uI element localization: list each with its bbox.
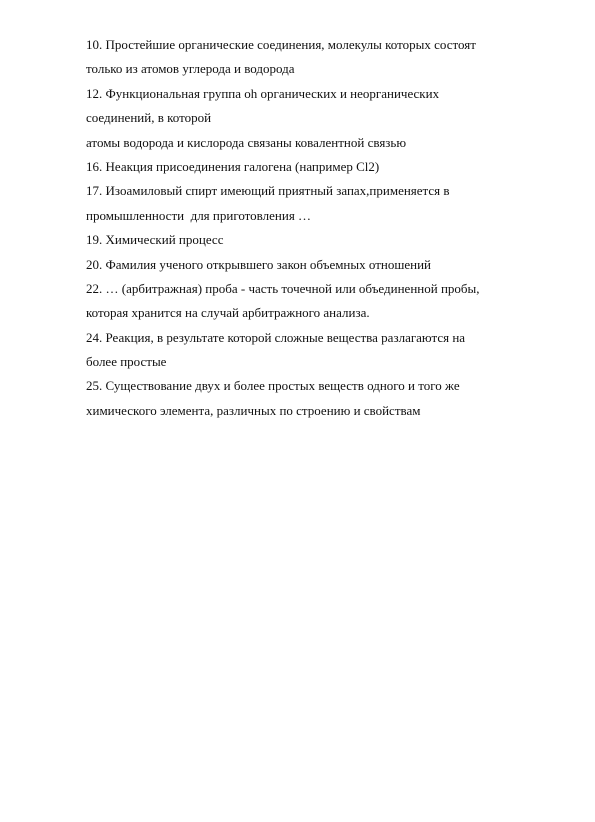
clue-12-line-1: 12. Функциональная группа oh органических и неорганических: [86, 85, 440, 101]
clue-24-line-1: 24. Реакция, в результате которой сложные вещества разлагаются на: [86, 329, 466, 345]
clue-12-line-2: соединений, в которой: [86, 110, 212, 126]
clue-10-line-2: только из атомов углерода и водорода: [86, 61, 295, 77]
clue-20-line-1: 20. Фамилия ученого открывшего закон объемных отношений: [86, 256, 431, 272]
crossword-clues-text: [86, 33, 526, 423]
clue-22-line-2: которая хранится на случай арбитражного анализа.: [86, 305, 370, 321]
clue-19-line-1: 19. Химический процесс: [86, 232, 224, 248]
clue-22-line-1: 22. … (арбитражная) проба - часть точечной или объединенной пробы,: [86, 280, 480, 296]
clue-24-line-2: более простые: [86, 354, 167, 370]
clue-17-line-1: 17. Изоамиловый спирт имеющий приятный запах,применяется в: [86, 183, 450, 199]
clue-12-line-3: атомы водорода и кислорода связаны ковалентной связью: [86, 134, 407, 150]
clue-17-line-2: промышленности для приготовления …: [86, 207, 312, 223]
clue-16-line-1: 16. Неакция присоединения галогена (например Cl2): [86, 158, 380, 174]
clue-25-line-1: 25. Существование двух и более простых веществ одного и того же: [86, 378, 460, 394]
clue-10-line-1: 10. Простейшие органические соединения, молекулы которых состоят: [86, 37, 476, 52]
clue-25-line-2: химического элемента, различных по строению и свойствам: [86, 402, 421, 418]
